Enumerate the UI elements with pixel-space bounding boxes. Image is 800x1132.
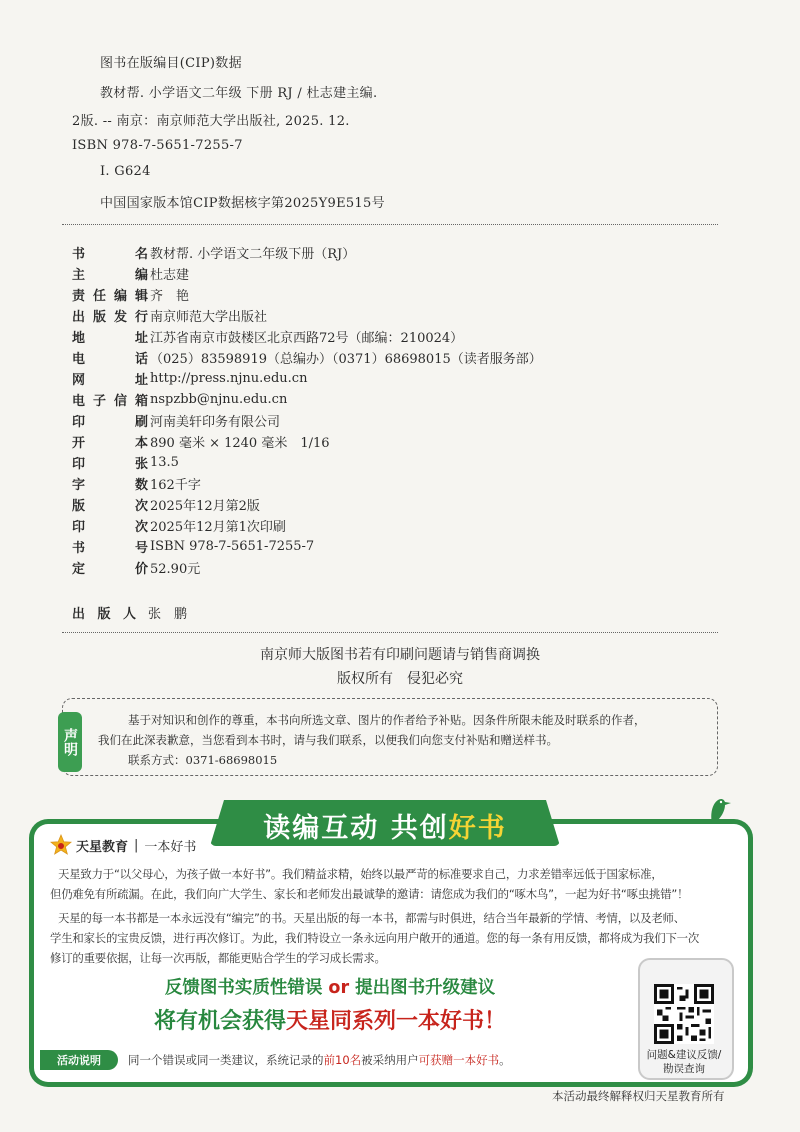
promo-banner-title xyxy=(210,806,560,845)
detail-value: 2025年12月第2版 xyxy=(150,498,260,514)
brand-separator: | xyxy=(134,837,139,853)
activity-text: 被采纳用户 xyxy=(361,1053,419,1067)
detail-row xyxy=(72,368,307,388)
detail-row xyxy=(72,305,267,325)
statement-contact: 联系方式：0371-68698015 xyxy=(128,753,278,767)
detail-row xyxy=(72,263,189,283)
detail-row xyxy=(72,284,189,304)
qr-caption-line: 勘误查询 xyxy=(663,1063,705,1075)
cip-line-class: I. G624 xyxy=(100,164,151,179)
divider-dotted xyxy=(62,632,718,633)
brand-name: 天星教育 xyxy=(76,839,129,855)
promo-paragraph-line: 天星致力于“以父母心，为孩子做一本好书”。我们精益求精，始终以最严苛的标准要求自己，力求差错率远低于国家标准， xyxy=(58,867,663,881)
promo-callout-reward xyxy=(50,1004,610,1035)
detail-value: 13.5 xyxy=(150,454,179,470)
detail-value: 齐 艳 xyxy=(150,288,190,304)
promo-callout-feedback xyxy=(50,974,610,999)
detail-value: 2025年12月第1次印刷 xyxy=(150,519,286,535)
statement-line: 基于对知识和创作的尊重，本书向所选文章、图片的作者给予补贴。因条件所限未能及时联系的作者， xyxy=(128,713,646,727)
activity-highlight: 前10名 xyxy=(323,1053,362,1067)
publisher-person-value: 张 鹏 xyxy=(148,606,188,622)
detail-row xyxy=(72,536,314,556)
detail-row xyxy=(72,494,260,514)
detail-label: 主 编 xyxy=(72,267,148,283)
detail-label: 书 名 xyxy=(72,246,148,262)
detail-row xyxy=(72,515,286,535)
detail-label: 电 话 xyxy=(72,351,148,367)
banner-text-highlight: 好书 xyxy=(448,813,507,844)
detail-label: 开 本 xyxy=(72,435,148,451)
detail-row xyxy=(72,431,330,451)
cip-line-edition: 2版. -- 南京：南京师范大学出版社, 2025. 12. xyxy=(72,114,350,129)
detail-value: nspzbb@njnu.edu.cn xyxy=(150,391,288,407)
callout-text: 反馈图书实质性错误 xyxy=(164,978,329,998)
statement-tab-label: 声明 xyxy=(62,728,78,756)
detail-row xyxy=(72,410,280,430)
detail-label: 印 刷 xyxy=(72,414,148,430)
callout-text: ！ xyxy=(484,1009,507,1034)
cip-heading: 图书在版编目(CIP)数据 xyxy=(100,56,242,71)
statement-tab xyxy=(58,712,82,772)
detail-label: 印 张 xyxy=(72,456,148,472)
detail-value: ISBN 978-7-5651-7255-7 xyxy=(150,538,315,554)
publisher-person-label: 出 版 人 xyxy=(72,606,136,622)
cip-line-number: 中国国家版本馆CIP数据核字第2025Y9E515号 xyxy=(100,196,385,211)
detail-value: 52.90元 xyxy=(150,561,201,577)
detail-label: 出 版 发 行 xyxy=(72,309,148,325)
detail-row xyxy=(72,557,200,577)
detail-row xyxy=(72,326,463,346)
detail-label: 版 次 xyxy=(72,498,148,514)
activity-tab: 活动说明 xyxy=(40,1050,118,1070)
detail-value: （025）83598919（总编办）（0371）68698015（读者服务部） xyxy=(150,351,542,367)
cip-line-isbn: ISBN 978-7-5651-7255-7 xyxy=(72,138,243,153)
detail-value: 江苏省南京市鼓楼区北京西路72号（邮编：210024） xyxy=(150,330,464,346)
brand-slogan: 一本好书 xyxy=(144,839,197,855)
activity-highlight: 可获赠一本好书 xyxy=(418,1053,500,1067)
cip-line-title: 教材帮. 小学语文二年级 下册 RJ / 杜志建主编. xyxy=(100,86,378,101)
detail-value: 河南美轩印务有限公司 xyxy=(150,414,281,430)
detail-value: 890 毫米 × 1240 毫米 1/16 xyxy=(150,435,330,451)
detail-label: 字 数 xyxy=(72,477,148,493)
detail-value: 杜志建 xyxy=(150,267,190,283)
qr-code-icon[interactable] xyxy=(654,984,714,1044)
detail-label: 定 价 xyxy=(72,561,148,577)
callout-text: 提出图书升级建议 xyxy=(349,978,496,998)
callout-or: or xyxy=(328,978,350,998)
qr-caption-line: 问题&建议反馈/ xyxy=(646,1049,722,1061)
detail-label: 网 址 xyxy=(72,372,148,388)
detail-label: 地 址 xyxy=(72,330,148,346)
detail-row xyxy=(72,389,287,409)
detail-label: 印 次 xyxy=(72,519,148,535)
statement-line: 我们在此深表歉意，当您看到本书时，请与我们联系，以便我们向您支付补贴和赠送样书。 xyxy=(98,733,558,747)
callout-text: 将有机会获得 xyxy=(153,1009,286,1034)
divider-dotted xyxy=(62,224,718,225)
activity-description xyxy=(128,1052,511,1068)
promo-paragraph-line: 学生和家长的宝贵反馈，进行再次修订。为此，我们特设立一条永远向用户敞开的通道。您的每一条有用反馈，都将成为我们下一次 xyxy=(50,931,700,945)
copyright-notice: 版权所有 侵犯必究 xyxy=(337,671,463,687)
activity-text: 同一个错误或同一类建议，系统记录的 xyxy=(128,1053,324,1067)
detail-value: 162千字 xyxy=(150,477,201,493)
brand xyxy=(50,834,196,856)
promo-paragraph-line: 但仍难免有所疏漏。在此，我们向广大学生、家长和老师发出最诚挚的邀请：请您成为我们的“啄木鸟”，一起为好书“啄虫挑错”！ xyxy=(50,887,689,901)
detail-label: 书 号 xyxy=(72,540,148,556)
qr-caption xyxy=(630,1048,738,1076)
detail-row xyxy=(72,452,179,472)
promo-paragraph-line: 天星的每一本书都是一本永远没有“编完”的书。天星出版的每一本书，都需与时俱进，结合当年最新的学情、考情，以及老师、 xyxy=(58,911,685,925)
callout-highlight: 天星同系列一本好书 xyxy=(285,1009,484,1034)
print-notice: 南京师大版图书若有印刷问题请与销售商调换 xyxy=(260,647,540,663)
woodpecker-icon xyxy=(704,794,732,826)
detail-value: http://press.njnu.edu.cn xyxy=(150,370,308,386)
activity-text: 。 xyxy=(499,1053,511,1067)
banner-text-main: 读编互动 共创 xyxy=(263,813,449,844)
detail-value: 教材帮. 小学语文二年级下册（RJ） xyxy=(150,246,356,262)
detail-label: 责 任 编 辑 xyxy=(72,288,148,304)
star-logo-icon xyxy=(50,834,72,856)
promo-footnote: 本活动最终解释权归天星教育所有 xyxy=(552,1089,725,1103)
detail-row xyxy=(72,347,542,367)
promo-paragraph-line: 修订的重要依据，让每一次再版，都能更贴合学生的学习成长需求。 xyxy=(50,951,386,965)
detail-label: 电 子 信 箱 xyxy=(72,393,148,409)
detail-row xyxy=(72,242,355,262)
detail-value: 南京师范大学出版社 xyxy=(150,309,268,325)
detail-row xyxy=(72,473,201,493)
publisher-person-row xyxy=(72,602,187,622)
